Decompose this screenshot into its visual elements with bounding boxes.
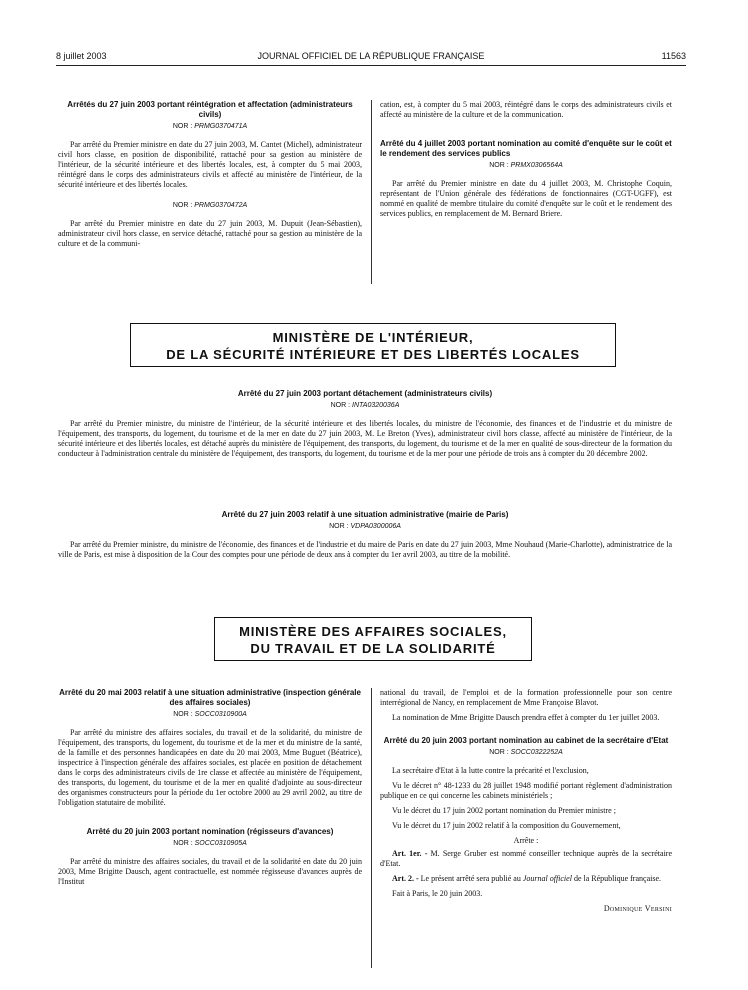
- article-2: Art. 2. - Le présent arrêté sera publié au Journal officiel de la République française.: [392, 874, 662, 883]
- decree-paragraph: Par arrêté du Premier ministre en date du 27 juin 2003, M. Cantet (Michel), administrateur civil hors classe, en position de disponibilité, rattaché pour sa gestion au ministère de l'intérieur, de la sécurité intérieure et des libertés locales, est, à compter du 5 mai 2003, réintégré dans le corps des administrateurs civils et affecté au ministère de l'intérieur, de la sécurité intérieure et des libertés locales.: [58, 140, 362, 189]
- decree-paragraph: Par arrêté du Premier ministre, du ministre de l'intérieur, de la sécurité intérieure et des libertés locales, du ministre de l'économie, des finances et de l'industrie et du ministre de l'équipement, des transports, du logement, du tourisme et de la mer en date du 27 juin 2003, M. Le Breton (Yves), administrateur civil hors classe, affecté au ministère de l'intérieur, de la sécurité intérieure et des libertés locales, est détaché auprès du ministère de l'équipement, des transports, du logement, du tourisme et de la mer en qualité de sous-directeur de la formation du conducteur à l'administration centrale du ministère de l'équipement, des transports, du logement, du tourisme et de la mer pour une période de trois ans à compter du 20 décembre 2002.: [58, 419, 672, 458]
- decree-paragraph: Vu le décret du 17 juin 2002 relatif à la composition du Gouvernement,: [392, 821, 621, 830]
- decree-title: Arrêté du 4 juillet 2003 portant nomination au comité d'enquête sur le coût et le rendement des services publics: [380, 139, 672, 158]
- bottom-left-column: [58, 688, 362, 892]
- ministry-banner-interieur: [130, 323, 616, 367]
- ministry-name-line: MINISTÈRE DE L'INTÉRIEUR,: [272, 330, 474, 345]
- decree-title: Arrêté du 20 mai 2003 relatif à une situation administrative (inspection générale des affaires sociales): [59, 688, 361, 707]
- nor-reference: NOR : PRMG0370472A: [172, 202, 248, 209]
- ministry-name-line: DU TRAVAIL ET DE LA SOLIDARITÉ: [250, 641, 496, 656]
- top-right-column: [380, 100, 672, 224]
- column-divider: [371, 688, 372, 968]
- decree-paragraph: La secrétaire d'Etat à la lutte contre la précarité et l'exclusion,: [392, 766, 589, 775]
- ministry-name-line: MINISTÈRE DES AFFAIRES SOCIALES,: [239, 624, 507, 639]
- nor-reference: NOR : VDPA0300006A: [329, 523, 401, 530]
- decree-paragraph: Vu le décret du 17 juin 2002 portant nomination du Premier ministre ;: [392, 806, 616, 815]
- nor-reference: NOR : SOCC0310900A: [173, 711, 247, 718]
- decree-title: Arrêtés du 27 juin 2003 portant réintégration et affectation (administrateurs civils): [67, 100, 353, 119]
- decree-paragraph: Vu le décret n° 48-1233 du 28 juillet 1948 modifié portant règlement d'administration publique en ce qui concerne les cabinets ministériels ;: [380, 781, 672, 800]
- arrete-heading: Arrête :: [513, 836, 539, 845]
- ministry-name-line: DE LA SÉCURITÉ INTÉRIEURE ET DES LIBERTÉS LOCALES: [166, 347, 580, 362]
- ministry-banner-affaires-sociales: [214, 617, 532, 661]
- header-date: 8 juillet 2003: [56, 51, 107, 61]
- bottom-right-column: [380, 688, 672, 913]
- column-divider: [371, 100, 372, 284]
- nor-reference: NOR : PRMG0370471A: [172, 123, 248, 130]
- signature: Dominique Versini: [603, 904, 672, 913]
- nor-reference: NOR : INTA0320036A: [330, 402, 400, 409]
- decree-paragraph: Par arrêté du Premier ministre en date du 27 juin 2003, M. Dupuit (Jean-Sébastien), administrateur civil hors classe, en service détaché, rattaché pour sa gestion au ministère de la culture et de la communi-: [58, 219, 362, 248]
- decree-paragraph: Par arrêté du ministre des affaires sociales, du travail et de la solidarité, du ministre de l'équipement, des transports, du logement, du tourisme et de la mer et du ministre de la santé, de la famille et des personnes handicapées en date du 20 mai 2003, Mme Buguet (Béatrice), inspectrice à l'inspection générale des affaires sociales, est placée en position de détachement dans le corps des administrateurs civils de 1re classe et affectée au ministère de l'équipement, des transports, du logement, du tourisme et de la mer en qualité d'adjointe au sous-directeur des organismes constructeurs pour la période du 1er octobre 2000 au 29 avril 2002, au titre de l'obligation statutaire de mobilité.: [58, 728, 362, 807]
- page-header: [56, 51, 686, 66]
- decree-paragraph-continued: cation, est, à compter du 5 mai 2003, réintégré dans le corps des administrateurs civils et affecté au ministère de la culture et de la communication.: [380, 100, 672, 119]
- decree-paragraph: Par arrêté du ministre des affaires sociales, du travail et de la solidarité en date du 20 juin 2003, Mme Brigitte Dausch, agent contractuelle, est nommée régisseuse d'avances auprès de l'Institut: [58, 857, 362, 886]
- top-left-column: [58, 100, 362, 254]
- nor-reference: NOR : SOCC0322252A: [489, 749, 563, 756]
- decree-title: Arrêté du 20 juin 2003 portant nomination (régisseurs d'avances): [86, 827, 334, 836]
- decree-title: Arrêté du 27 juin 2003 relatif à une situation administrative (mairie de Paris): [221, 510, 509, 519]
- nor-reference: NOR : PRMX0306564A: [489, 162, 563, 169]
- nor-reference: NOR : SOCC0310905A: [173, 840, 247, 847]
- header-journal-title: JOURNAL OFFICIEL DE LA RÉPUBLIQUE FRANÇAISE: [257, 51, 485, 61]
- decree-paragraph: La nomination de Mme Brigitte Dausch prendra effet à compter du 1er juillet 2003.: [392, 713, 660, 722]
- header-page-number: 11563: [661, 51, 686, 61]
- decree-paragraph-continued: national du travail, de l'emploi et de la formation professionnelle pour son centre interrégional de Nancy, en remplacement de Mme Françoise Blavot.: [380, 688, 672, 707]
- decree-title: Arrêté du 27 juin 2003 portant détachement (administrateurs civils): [237, 389, 493, 398]
- decree-paragraph: Par arrêté du Premier ministre, du ministre de l'économie, des finances et de l'industrie et du maire de Paris en date du 27 juin 2003, Mme Nouhaud (Marie-Charlotte), administratrice de la ville de Paris, est mise à disposition de la Cour des comptes pour une période de deux ans à compter du 1er avril 2003, au titre de la mobilité.: [58, 540, 672, 559]
- fait-a-paris: Fait à Paris, le 20 juin 2003.: [392, 889, 483, 898]
- decree-paragraph: Par arrêté du Premier ministre en date du 4 juillet 2003, M. Christophe Coquin, représentant de l'Union générale des fédérations de fonctionnaires (CGT-UGFF), est nommé en qualité de membre titulaire du comité d'enquête sur le coût et le rendement des services publics, en remplacement de M. Bernard Briere.: [380, 179, 672, 218]
- decree-mairie-paris: [58, 510, 672, 565]
- article-1: Art. 1er. - M. Serge Gruber est nommé conseiller technique auprès de la secrétaire d'Etat.: [380, 849, 673, 868]
- decree-detachement: [58, 389, 672, 464]
- decree-title: Arrêté du 20 juin 2003 portant nomination au cabinet de la secrétaire d'Etat: [383, 736, 669, 745]
